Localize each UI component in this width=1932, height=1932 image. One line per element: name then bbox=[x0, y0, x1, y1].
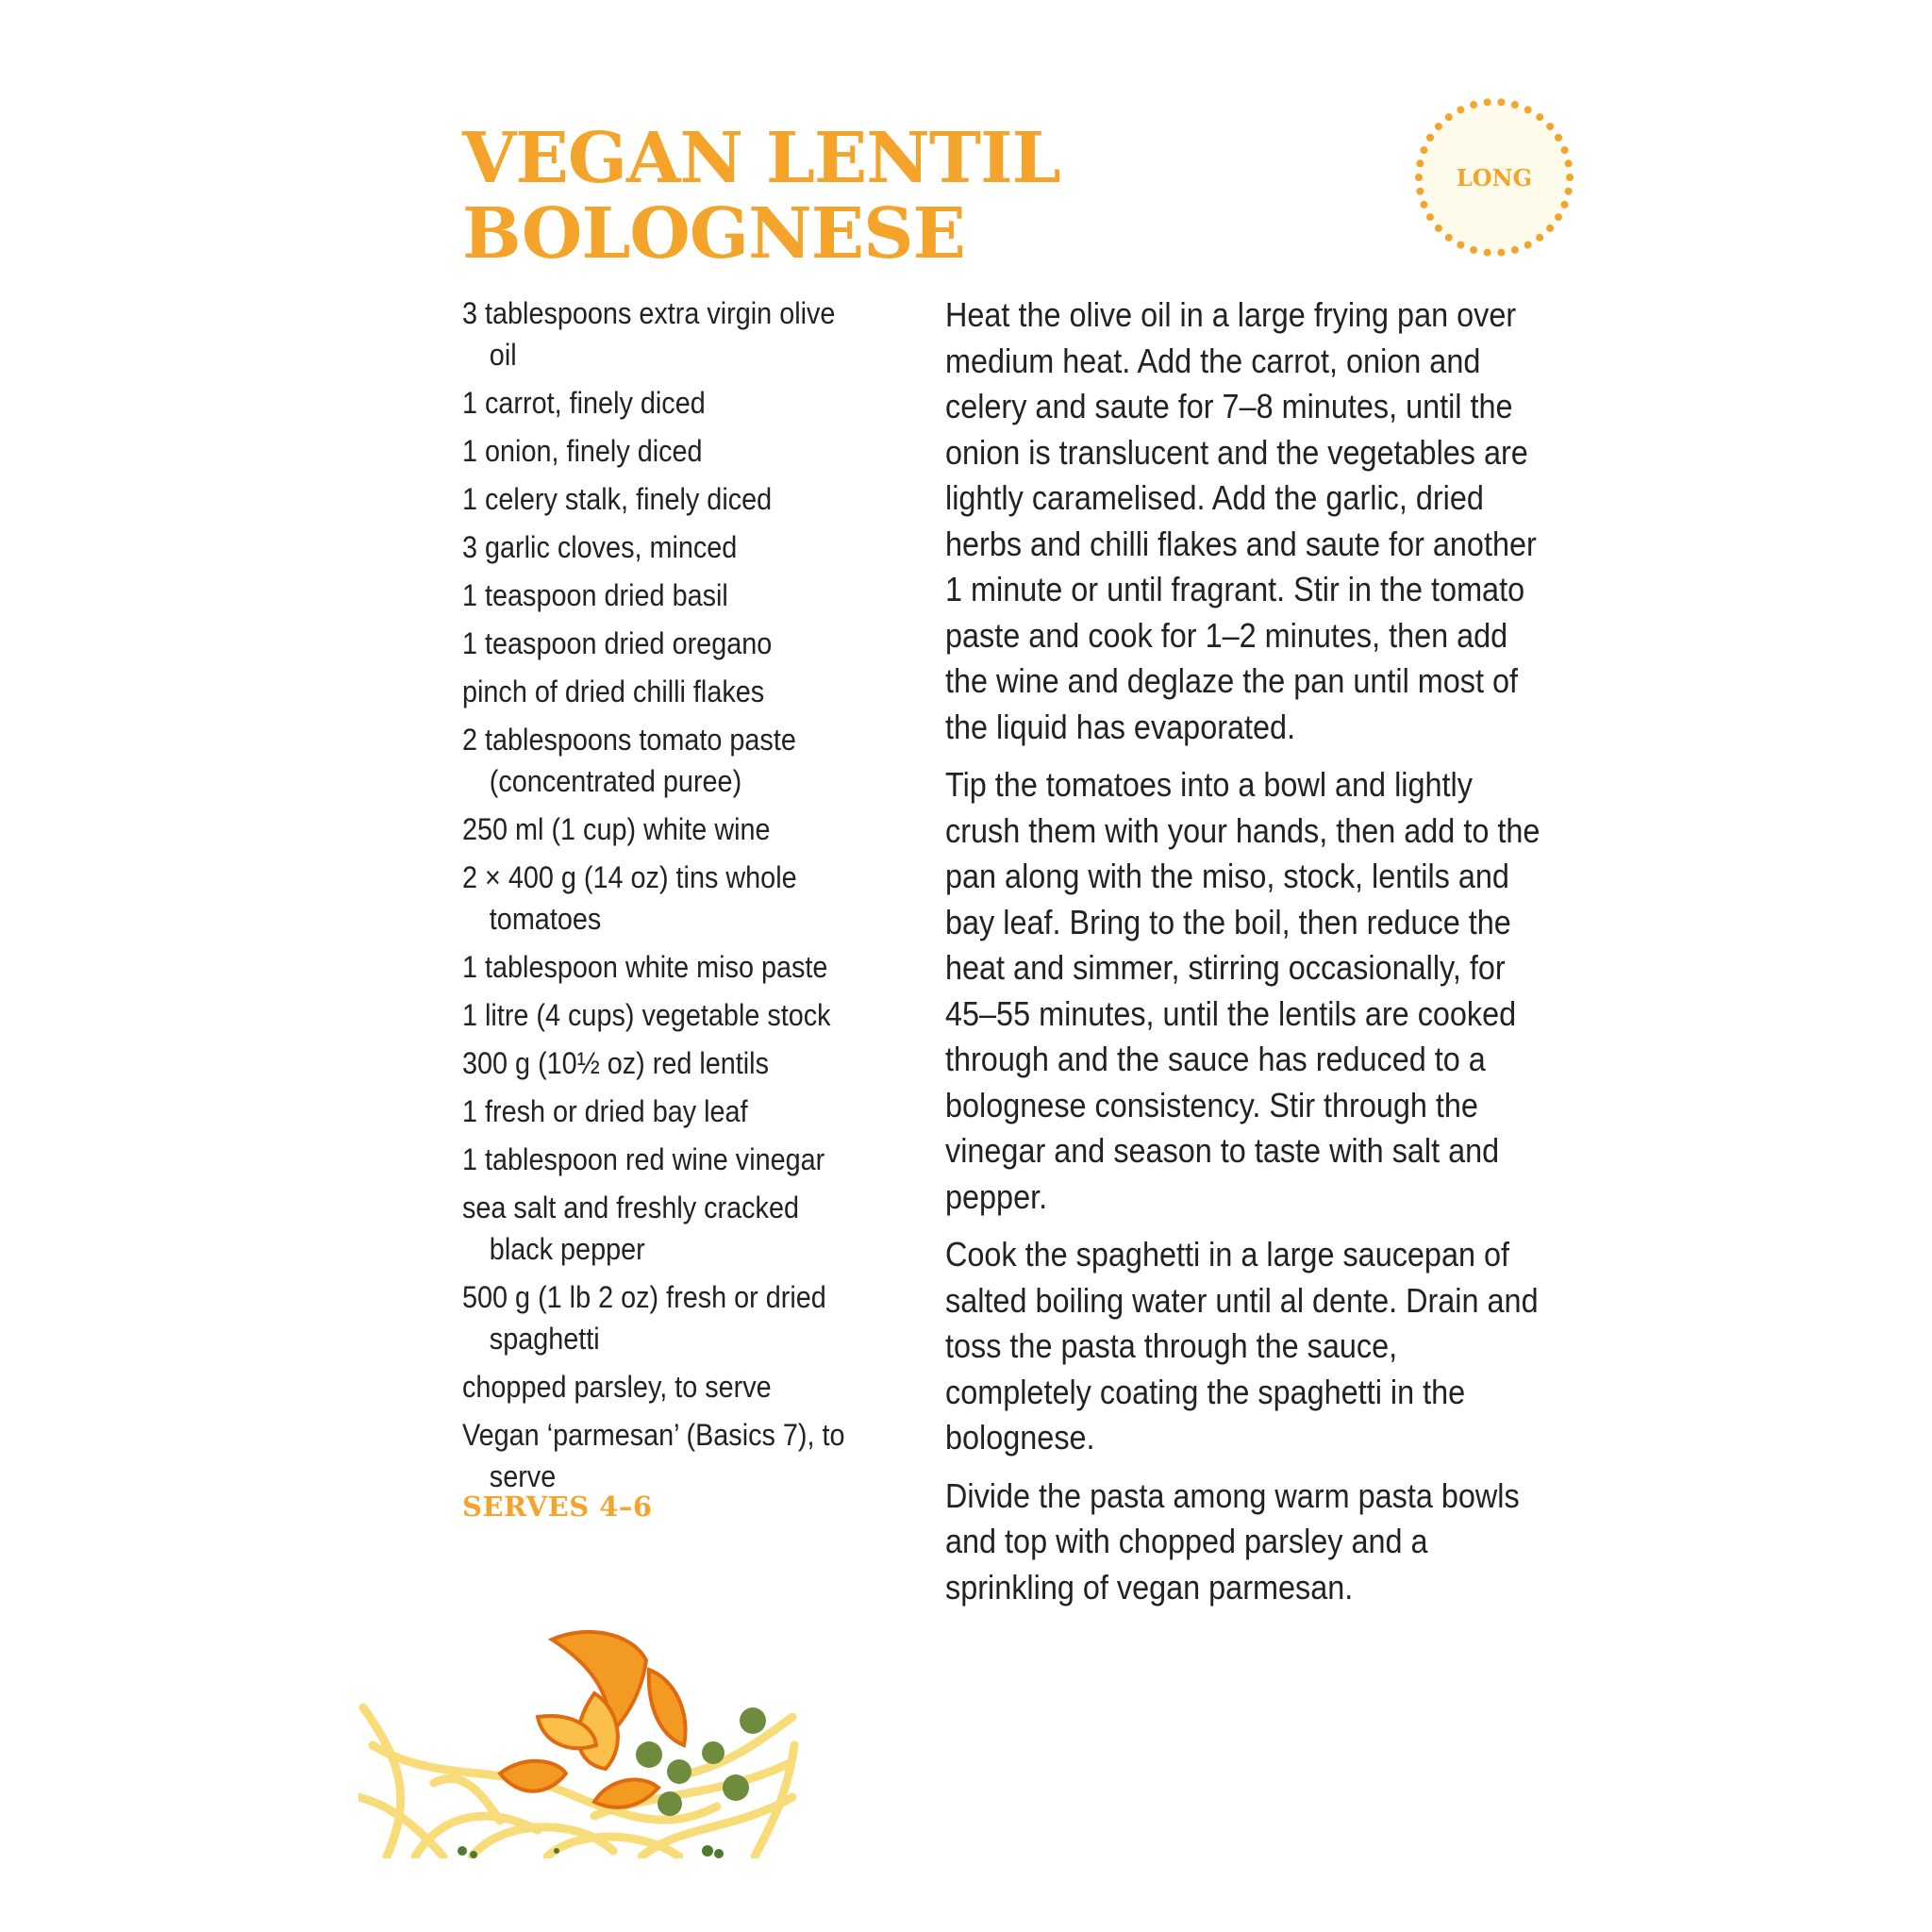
ingredient-item: chopped parsley, to serve bbox=[462, 1370, 772, 1404]
ingredient-item: 1 tablespoon white miso paste bbox=[462, 950, 828, 984]
duration-label: LONG bbox=[1456, 163, 1533, 192]
method-step: Tip the tomatoes into a bowl and lightly crush them with your hands, then add to the pan along with the miso, stock, lentils and bay leaf. Bring to the boil, then reduce the heat and simmer, stirring occasionally, for 45–55 minutes, until the lentils are cooked through and the sauce has reduced to a bolognese consistency. Stir through the vinegar and season to taste with salt and pepper. bbox=[945, 765, 1541, 1216]
ingredient-item: 1 tablespoon red wine vinegar bbox=[462, 1142, 825, 1176]
duration-badge bbox=[1411, 94, 1577, 260]
ingredient-item: 300 g (10½ oz) red lentils bbox=[462, 1046, 769, 1080]
ingredient-item: 1 onion, finely diced bbox=[462, 434, 703, 468]
tomato-pieces bbox=[500, 1632, 686, 1807]
method-step: Divide the pasta among warm pasta bowls and top with chopped parsley and a sprinkling of vegan parmesan. bbox=[945, 1475, 1520, 1607]
ingredient-list bbox=[462, 292, 861, 1504]
ingredient-item: 1 carrot, finely diced bbox=[462, 386, 706, 420]
ingredient-item: 1 litre (4 cups) vegetable stock bbox=[462, 998, 831, 1032]
ingredient-item: Vegan ‘parmesan’ (Basics 7), to serve bbox=[462, 1418, 845, 1493]
recipe-title bbox=[462, 118, 1060, 275]
ingredient-item: 2 × 400 g (14 oz) tins whole tomatoes bbox=[462, 860, 797, 936]
parsley-bits bbox=[458, 1845, 724, 1858]
method-step: Heat the olive oil in a large frying pan over medium heat. Add the carrot, onion and celery and saute for 7–8 minutes, until the onion is translucent and the vegetables are lightly caramelised. Add the garlic, dried herbs and chilli flakes and saute for another 1 minute or until fragrant. Stir in the tomato paste and cook for 1–2 minutes, then add the wine and deglaze the pan until most of the liquid has evaporated. bbox=[945, 295, 1537, 746]
pasta-illustration bbox=[358, 1604, 802, 1858]
ingredient-item: 2 tablespoons tomato paste (concentrated puree) bbox=[462, 723, 796, 798]
ingredient-item: 1 celery stalk, finely diced bbox=[462, 482, 773, 516]
ingredient-item: 1 teaspoon dried oregano bbox=[462, 626, 773, 660]
ingredient-item: 3 garlic cloves, minced bbox=[462, 530, 738, 564]
title-line-2: BOLOGNESE bbox=[462, 193, 965, 275]
method-text bbox=[945, 292, 1548, 1623]
ingredient-item: 3 tablespoons extra virgin olive oil bbox=[462, 296, 836, 372]
ingredient-item: sea salt and freshly cracked black pepper bbox=[462, 1191, 799, 1266]
ingredient-item: 500 g (1 lb 2 oz) fresh or dried spaghetti bbox=[462, 1280, 826, 1356]
ingredient-item: pinch of dried chilli flakes bbox=[462, 675, 765, 708]
ingredient-item: 250 ml (1 cup) white wine bbox=[462, 812, 771, 846]
title-line-1: VEGAN LENTIL bbox=[462, 118, 1060, 199]
method-step: Cook the spaghetti in a large saucepan of salted boiling water until al dente. Drain and toss the pasta through the sauce, completely coating the spaghetti in the bolognese. bbox=[945, 1235, 1539, 1457]
ingredient-item: 1 teaspoon dried basil bbox=[462, 578, 728, 612]
serves-label: SERVES 4–6 bbox=[462, 1491, 653, 1523]
ingredient-item: 1 fresh or dried bay leaf bbox=[462, 1094, 748, 1128]
